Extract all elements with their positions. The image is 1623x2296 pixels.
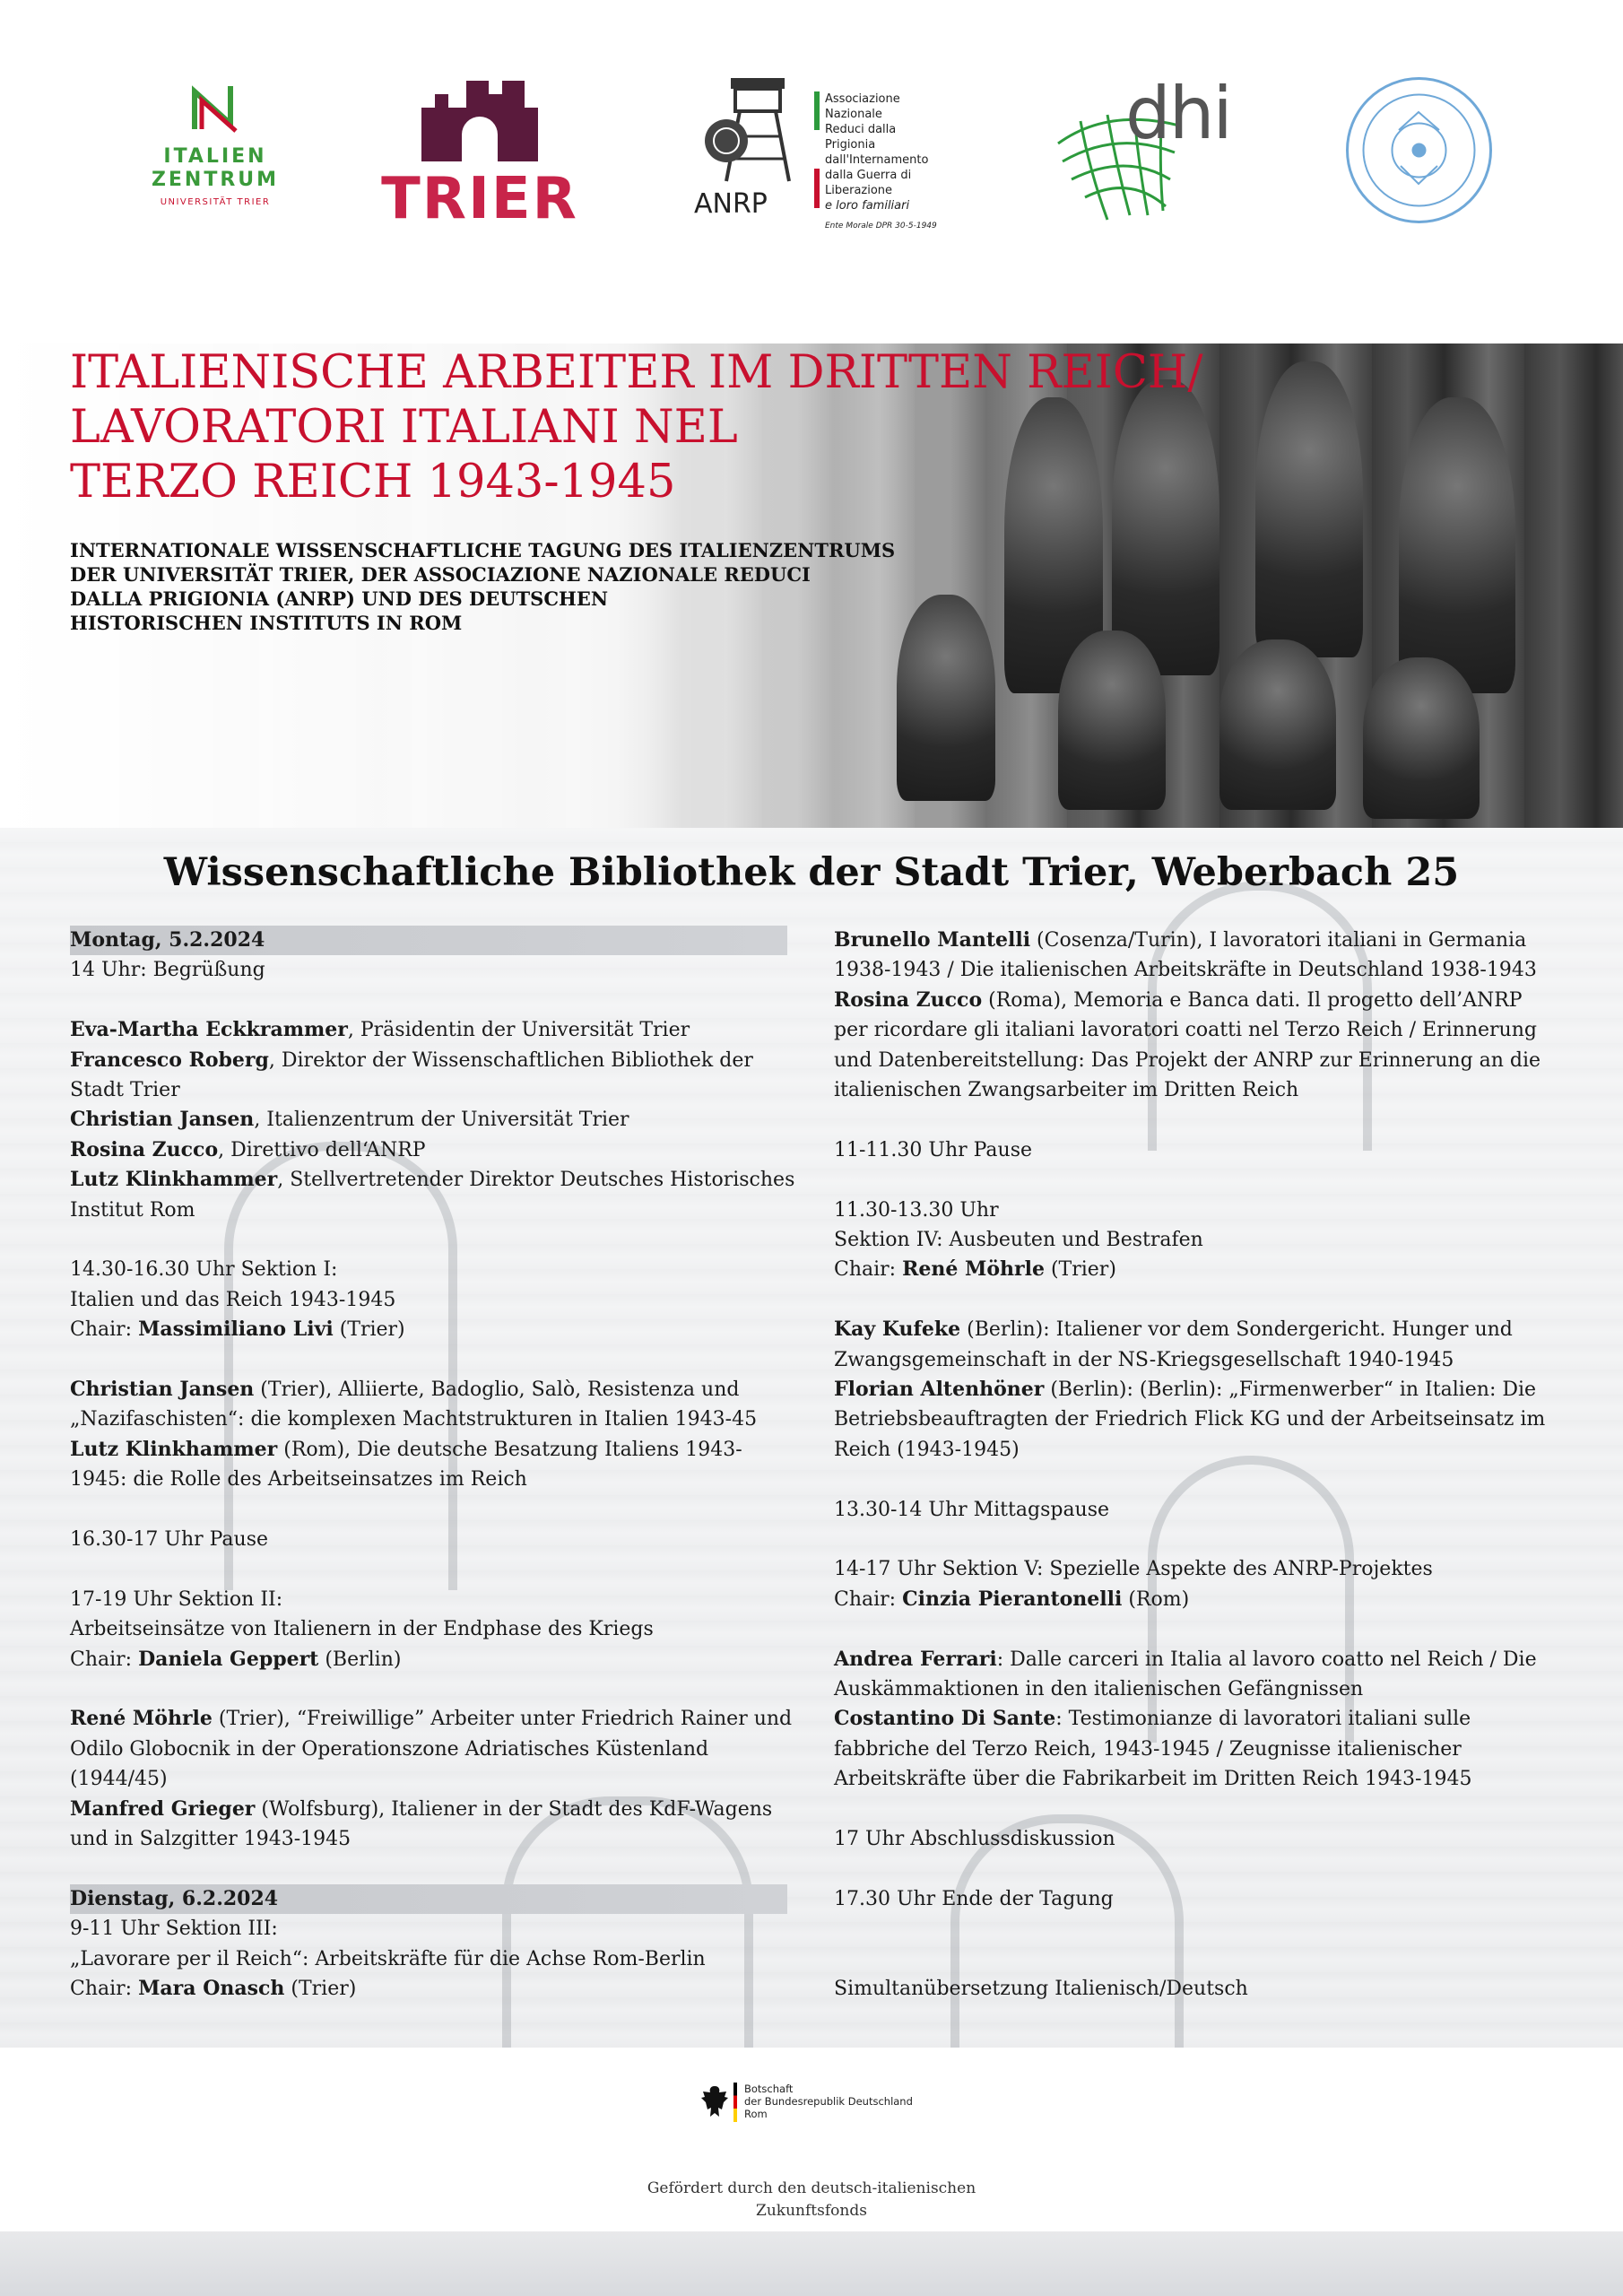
speaker-name: Francesco Roberg [70,1048,269,1072]
anrp-line: Associazione [825,92,900,106]
talk-speaker: Christian Jansen [70,1378,255,1402]
chair-name: Massimiliano Livi [138,1318,334,1342]
chair-name: Daniela Geppert [138,1647,319,1671]
italienzentrum-line1: ITALIEN [163,145,267,168]
talk-title: : Testimonianze di lavoratori italiani sulle fabbriche del Terzo Reich, 1943-1945 / Zeugnisse italienischer Arbeitskräfte über die Fabrikarbeit im Dritten Reich 1943-1945 [834,1708,1472,1791]
chair-label: Chair: [834,1258,903,1282]
chair-location: (Rom) [1122,1587,1190,1611]
anrp-text [825,91,959,234]
talk [70,1435,796,1495]
anrp-line: dalla Guerra di Liberazione [825,169,912,197]
logo-row [0,63,1623,233]
talk-speaker: Costantino Di Sante [834,1707,1056,1731]
pause: 11-11.30 Uhr Pause [834,1138,1033,1161]
subtitle-line: DER UNIVERSITÄT TRIER, DER ASSOCIAZIONE NAZIONALE REDUCI [70,563,811,586]
talk-speaker: Brunello Mantelli [834,928,1031,952]
talk-speaker: Andrea Ferrari [834,1647,997,1671]
talk-title: (Rom), Die deutsche Besatzung Italiens 1943-1945: die Rolle des Arbeitseinsatzes im Reich [70,1438,742,1492]
porta-nigra-icon [381,76,578,166]
chair-label: Chair: [70,1978,139,2001]
italienzentrum-logo [143,77,287,207]
session-chair [834,1585,1556,1614]
session-title: „Lavorare per il Reich“: Arbeitskräfte für die Achse Rom-Berlin [70,1947,706,1970]
talk [834,1375,1556,1465]
talk-title: (Berlin): Italiener vor dem Sondergericht. Hunger und Zwangsgemeinschaft in der NS-Kriegsgesellschaft 1940-1945 [834,1318,1513,1371]
trier-logo [381,76,578,232]
session-title: Arbeitseinsätze von Italienern in der Endphase des Kriegs [70,1618,654,1641]
closing-discussion: 17 Uhr Abschlussdiskussion [834,1828,1115,1851]
day-heading: Montag, 5.2.2024 [70,926,787,955]
german-flag-stripe [733,2083,737,2122]
talk [834,926,1556,986]
talk-title: (Cosenza/Turin), I lavoratori italiani in Germania 1938-1943 / Die italienischen Arbeitskräfte in Deutschland 1938-1943 [834,929,1537,982]
talk-speaker: Lutz Klinkhammer [70,1437,278,1461]
end-of-conference: 17.30 Uhr Ende der Tagung [834,1887,1114,1910]
embassy-line: der Bundesrepublik Deutschland [744,2095,913,2108]
talk-title: (Trier), “Freiwillige” Arbeiter unter Friedrich Rainer und Odilo Globocnik in der Operationszone Adriatisches Küstenland (1944/45) [70,1708,793,1791]
session-time: 9-11 Uhr Sektion III: [70,1918,278,1941]
session-time: 17-19 Uhr Sektion II: [70,1587,283,1611]
speaker [70,1165,796,1225]
talk-speaker: Manfred Grieger [70,1796,256,1821]
title-line: ITALIENISCHE ARBEITER IM DRITTEN REICH/ [70,346,1203,399]
talk-title: (Wolfsburg), Italiener in der Stadt des KdF-Wagens und in Salzgitter 1943-1945 [70,1797,773,1851]
anrp-caption: ANRP [694,188,768,220]
session-chair [70,1974,796,2004]
italienzentrum-line2: ZENTRUM [151,169,280,191]
chair-name: Mara Onasch [138,1977,285,2001]
session-time: 11.30-13.30 Uhr [834,1198,999,1222]
speaker-role: , Präsidentin der Universität Trier [347,1019,690,1042]
talk [834,1315,1556,1375]
session-time: 14.30-16.30 Uhr Sektion I: [70,1258,338,1282]
speaker [70,1015,796,1045]
dhi-wordmark: dhi [1125,72,1231,155]
chair-name: Cinzia Pierantonelli [902,1587,1123,1611]
subtitle [70,538,967,635]
chair-location: (Trier) [1044,1258,1116,1282]
speaker-role: , Direttivo dell‘ANRP [218,1138,426,1161]
italian-flag-stripe [814,91,820,208]
anrp-watchtower-icon [690,74,807,186]
day-heading: Dienstag, 6.2.2024 [70,1884,787,1914]
speaker-role: , Italienzentrum der Universität Trier [254,1109,629,1132]
talk-speaker: Florian Altenhöner [834,1378,1045,1402]
session-title: Sektion IV: Ausbeuten und Bestrafen [834,1229,1203,1252]
session-chair [70,1645,796,1674]
italienzentrum-mark-icon [184,77,247,140]
speaker-name: Eva-Martha Eckkrammer [70,1018,348,1042]
embassy-line: Botschaft [744,2083,794,2095]
talk-speaker: Rosina Zucco [834,987,983,1012]
title-line: LAVORATORI ITALIANI NEL [70,401,738,454]
anrp-line: Nazionale [825,108,882,121]
talk [70,1795,796,1855]
speaker-name: Rosina Zucco [70,1137,219,1161]
subtitle-line: DALLA PRIGIONIA (ANRP) UND DES DEUTSCHEN [70,587,609,610]
embassy-logo [699,2081,933,2135]
talk [70,1704,796,1794]
subtitle-line: HISTORISCHEN INSTITUTS IN ROM [70,612,463,634]
talk-title: : Dalle carceri in Italia al lavoro coatto nel Reich / Die Auskämmaktionen in den italienischen Gefängnissen [834,1648,1537,1701]
talk-speaker: René Möhrle [70,1707,213,1731]
footer-band [0,2231,1623,2296]
welcome-time: 14 Uhr: Begrüßung [70,959,265,982]
anrp-logo [690,74,959,230]
lunch-break: 13.30-14 Uhr Mittagspause [834,1498,1110,1521]
talk-speaker: Kay Kufeke [834,1318,961,1342]
federal-eagle-icon [699,2084,730,2120]
talk [70,1375,796,1435]
embassy-line: Rom [744,2108,768,2120]
session-chair [70,1315,796,1344]
chair-label: Chair: [70,1318,139,1342]
funding-note [0,2178,1623,2222]
translation-note: Simultanübersetzung Italienisch/Deutsch [834,1978,1248,2001]
trier-wordmark: TRIER [381,166,578,232]
talk-title: (Berlin): (Berlin): „Firmenwerber“ in Italien: Die Betriebsbeauftragten der Friedrich Flick KG und der Arbeitseinsatz im Reich (1943-1945) [834,1378,1546,1461]
talk-title: (Roma), Memoria e Banca dati. Il progetto dell’ANRP per ricordare gli italiani lavoratori coatti nel Terzo Reich / Erinnerung und Datenbereitstellung: Das Projekt der ANRP zur Erinnerung an die italienischen Zwangsarbeiter im Dritten Reich [834,988,1541,1102]
session-time: 14-17 Uhr Sektion V: Spezielle Aspekte des ANRP-Projektes [834,1558,1433,1581]
chair-label: Chair: [834,1587,903,1611]
chair-location: (Trier) [284,1978,357,2001]
chair-location: (Berlin) [318,1648,402,1671]
chair-location: (Trier) [333,1318,405,1342]
speaker [70,1135,796,1165]
talk [834,1645,1556,1705]
anrp-line: Prigionia [825,138,876,152]
anrp-line: e loro familiari [825,199,910,213]
speaker [70,1046,796,1106]
university-seal-icon [1345,76,1493,224]
anrp-line: Reduci dalla [825,123,897,136]
speaker-name: Lutz Klinkhammer [70,1168,278,1192]
embassy-text [744,2083,913,2120]
subtitle-line: INTERNATIONALE WISSENSCHAFTLICHE TAGUNG DES ITALIENZENTRUMS [70,539,896,561]
speaker-role: , Stellvertretender Direktor Deutsches Historisches Institut Rom [70,1169,795,1222]
talk-title: (Trier), Alliierte, Badoglio, Salò, Resistenza und „Nazifaschisten“: die komplexen Machtstrukturen in Italien 1943-45 [70,1378,758,1431]
program-left-column [70,926,796,2005]
speaker-name: Christian Jansen [70,1108,255,1132]
anrp-line: dall'Internamento [825,153,929,167]
pause: 16.30-17 Uhr Pause [70,1528,269,1552]
session-chair [834,1255,1556,1284]
talk [834,1704,1556,1794]
speaker [70,1105,796,1135]
dhi-logo [1054,72,1260,224]
chair-label: Chair: [70,1648,139,1671]
anrp-note: Ente Morale DPR 30-5-1949 [825,222,937,230]
program-right-column [834,926,1556,2004]
talk [834,986,1556,1106]
italienzentrum-line3: UNIVERSITÄT TRIER [160,197,271,207]
chair-name: René Möhrle [902,1257,1045,1282]
title-line: TERZO REICH 1943-1945 [70,456,676,509]
funding-line: Zukunftsfonds [756,2202,867,2220]
venue-heading: Wissenschaftliche Bibliothek der Stadt Trier, Weberbach 25 [163,850,1460,895]
session-title: Italien und das Reich 1943-1945 [70,1288,396,1311]
page-title [70,345,1236,509]
speaker-role: , Direktor der Wissenschaftlichen Bibliothek der Stadt Trier [70,1048,753,1102]
funding-line: Gefördert durch den deutsch-italienischen [647,2179,976,2197]
